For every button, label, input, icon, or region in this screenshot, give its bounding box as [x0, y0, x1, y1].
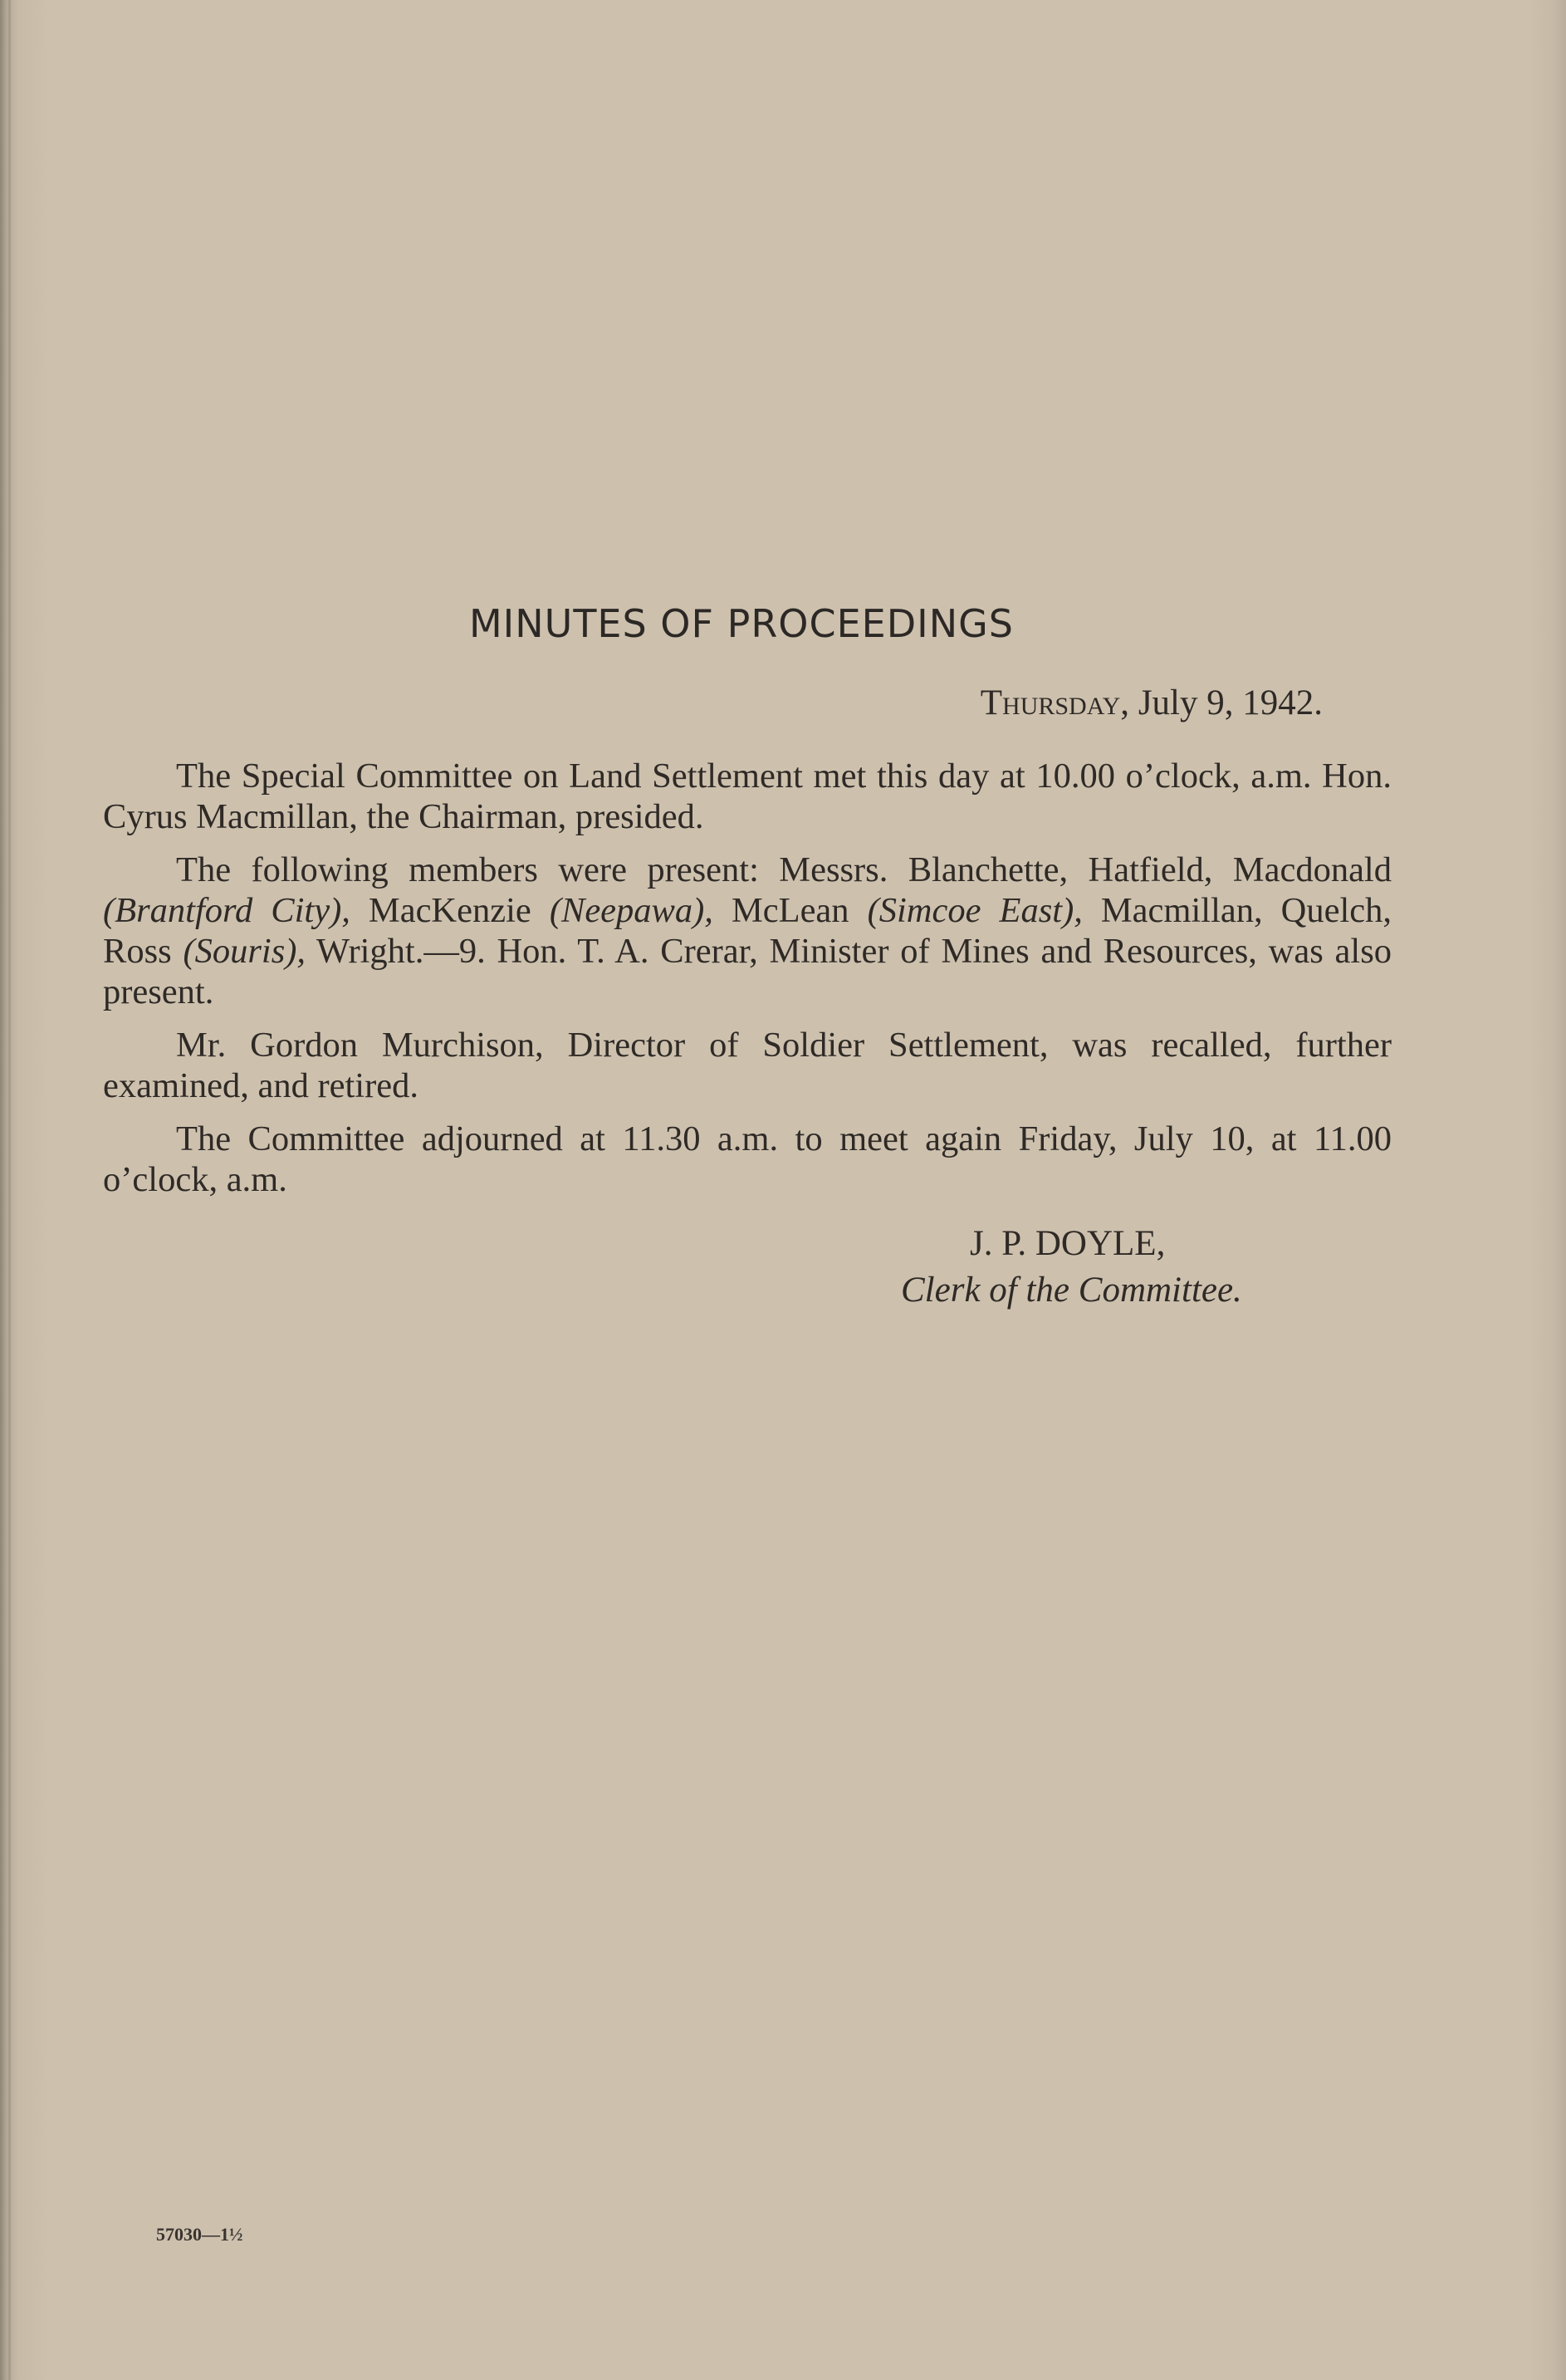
binding-edge: [8, 0, 11, 2380]
print-code: 57030—1½: [156, 2224, 243, 2245]
riding-souris: (Souris),: [183, 932, 306, 971]
signature-block: [872, 1221, 1304, 1314]
members-text-4: Macmillan, Quelch, Ross: [103, 891, 1392, 971]
riding-simcoe-east: (Simcoe East),: [867, 891, 1083, 930]
members-text-1: The following members were present: Messrs. Blanchette, Hatfield, Macdonald: [176, 850, 1392, 889]
riding-brantford: (Brantford City),: [103, 891, 350, 930]
meeting-day: Thursday,: [980, 683, 1130, 722]
members-text-2: MacKenzie: [350, 891, 550, 930]
paragraph-witness: Mr. Gordon Murchison, Director of Soldier Settlement, was recalled, further examined, and retired.: [103, 1026, 1392, 1105]
members-text-5: Wright.—9. Hon. T. A. Crerar, Minister of Mines and Resources, was also present.: [103, 932, 1392, 1011]
page-title: MINUTES OF PROCEEDINGS: [468, 601, 1014, 646]
riding-neepawa: (Neepawa),: [549, 891, 713, 930]
minutes-body: [103, 756, 1392, 1212]
paragraph-adjournment: The Committee adjourned at 11.30 a.m. to meet again Friday, July 10, at 11.00 o’clock, a.m.: [103, 1119, 1392, 1199]
clerk-name: J. P. DOYLE,: [970, 1224, 1166, 1263]
paragraph-meeting-opened: The Special Committee on Land Settlement met this day at 10.00 o’clock, a.m. Hon. Cyrus Macmillan, the Chairman, presided.: [103, 757, 1392, 836]
meeting-date: [981, 683, 1323, 723]
clerk-title: Clerk of the Committee.: [901, 1271, 1242, 1310]
members-text-3: McLean: [712, 891, 868, 930]
paragraph-members-present: [103, 850, 1392, 1012]
meeting-date-rest: July 9, 1942.: [1129, 683, 1323, 722]
